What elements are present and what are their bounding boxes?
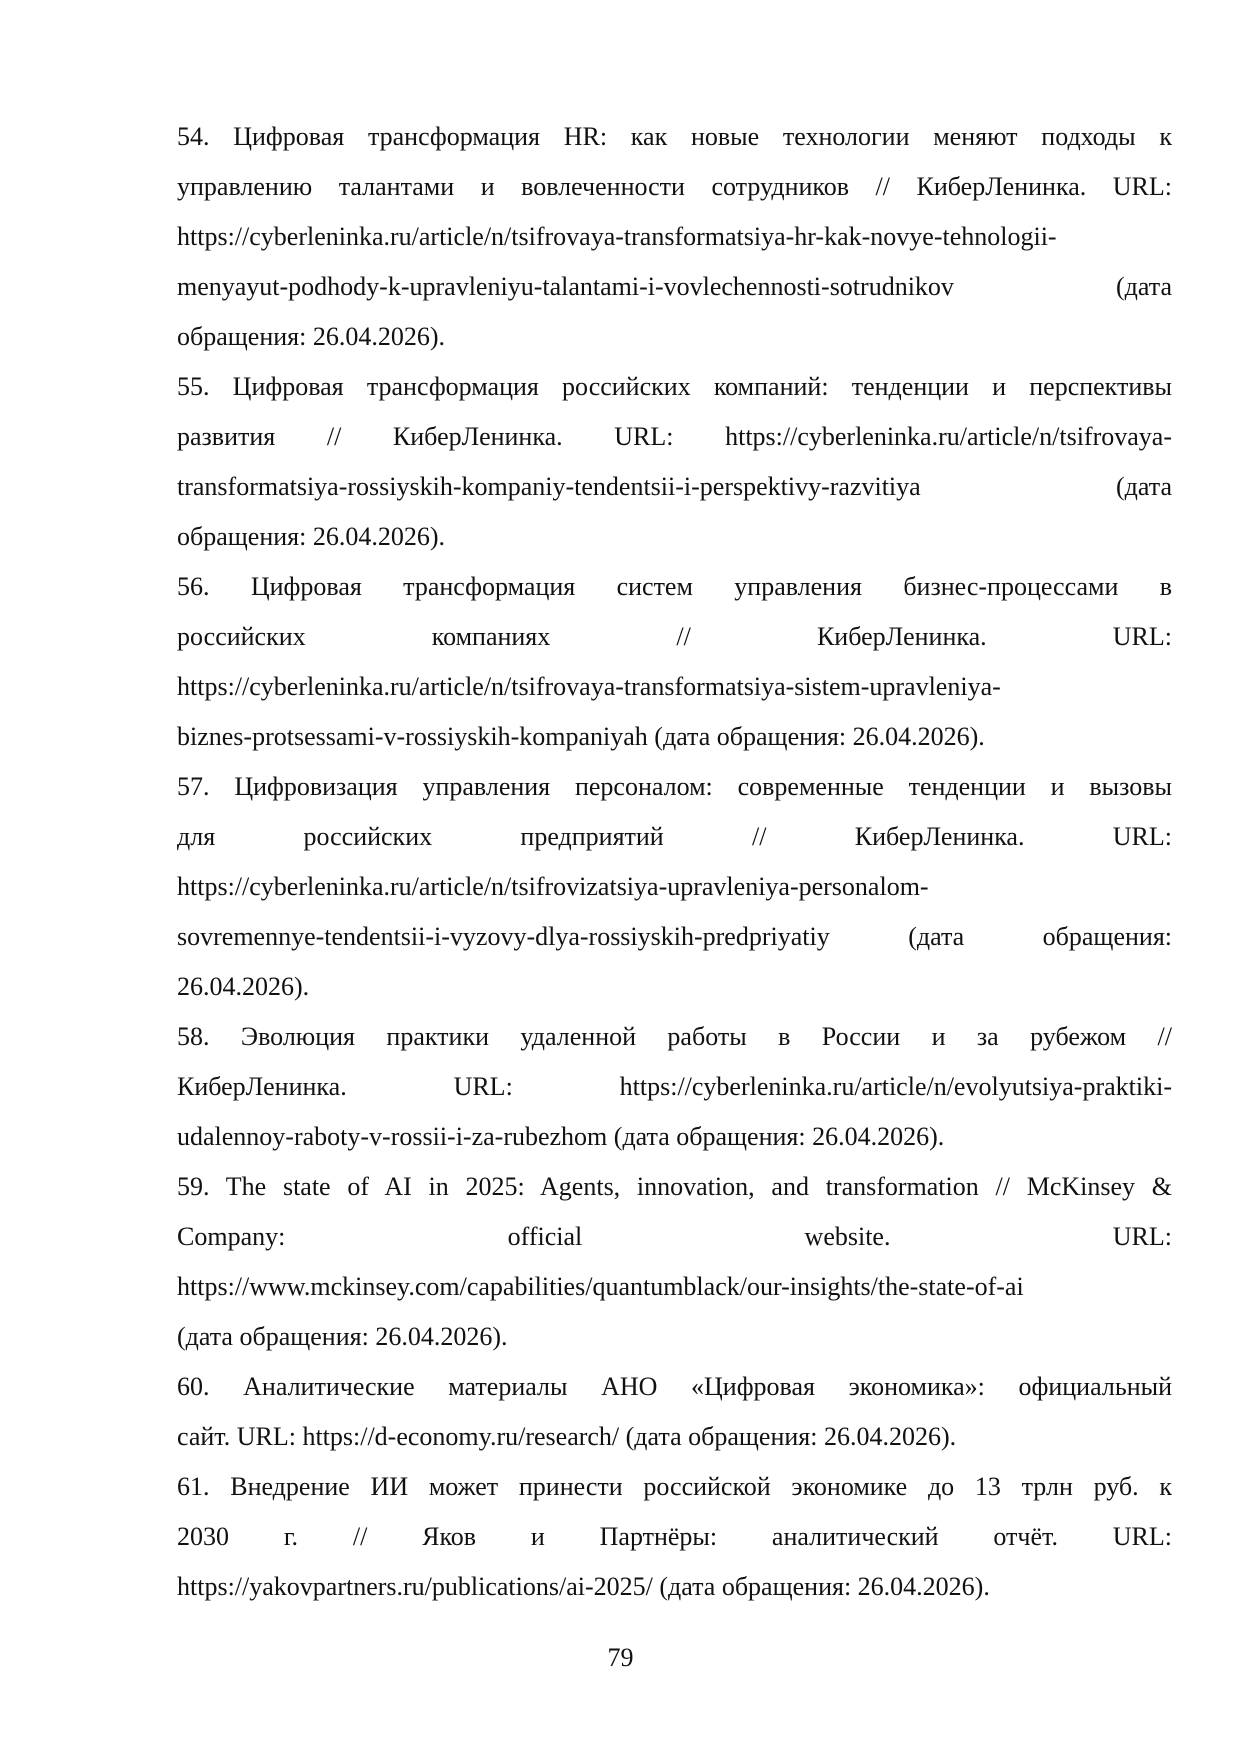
reference-item-57 [177, 762, 1172, 1012]
reference-line: 55. Цифровая трансформация российских компаний: тенденции и перспективы [177, 372, 1172, 401]
reference-line: сайт. URL: https://d-economy.ru/research/ (дата обращения: 26.04.2026). [177, 1422, 957, 1451]
reference-line: biznes-protsessami-v-rossiyskih-kompaniyah (дата обращения: 26.04.2026). [177, 722, 985, 751]
reference-line: udalennoy-raboty-v-rossii-i-za-rubezhom (дата обращения: 26.04.2026). [177, 1122, 945, 1151]
page-number: 79 [607, 1643, 634, 1672]
reference-item-55 [177, 362, 1172, 562]
reference-line: https://yakovpartners.ru/publications/ai-2025/ (дата обращения: 26.04.2026). [177, 1572, 990, 1601]
reference-line: 58. Эволюция практики удаленной работы в России и за рубежом // [177, 1022, 1172, 1051]
reference-line: (дата обращения: 26.04.2026). [177, 1322, 508, 1351]
reference-line: 26.04.2026). [177, 972, 310, 1001]
reference-line: menyayut-podhody-k-upravleniyu-talantami-i-vovlechennosti-sotrudnikov (дата [177, 272, 1172, 301]
reference-line: обращения: 26.04.2026). [177, 522, 445, 551]
reference-line: 56. Цифровая трансформация систем управления бизнес-процессами в [177, 572, 1172, 601]
reference-item-60 [177, 1362, 1172, 1462]
reference-line: 2030 г. // Яков и Партнёры: аналитический отчёт. URL: [177, 1522, 1172, 1551]
reference-line: 59. The state of AI in 2025: Agents, innovation, and transformation // McKinsey & [177, 1172, 1172, 1201]
reference-line: развития // КиберЛенинка. URL: https://cyberleninka.ru/article/n/tsifrovaya- [177, 422, 1172, 451]
reference-line: для российских предприятий // КиберЛенинка. URL: [177, 822, 1172, 851]
reference-line: sovremennye-tendentsii-i-vyzovy-dlya-rossiyskih-predpriyatiy (дата обращения: [177, 922, 1172, 951]
reference-line: российских компаниях // КиберЛенинка. URL: [177, 622, 1172, 651]
reference-item-59 [177, 1162, 1172, 1362]
reference-line: https://cyberleninka.ru/article/n/tsifrovaya-transformatsiya-hr-kak-novye-tehnologii- [177, 222, 1057, 251]
reference-item-56 [177, 562, 1172, 762]
reference-line: управлению талантами и вовлеченности сотрудников // КиберЛенинка. URL: [177, 172, 1172, 201]
reference-line: 57. Цифровизация управления персоналом: современные тенденции и вызовы [177, 772, 1172, 801]
reference-line: обращения: 26.04.2026). [177, 322, 445, 351]
reference-line: transformatsiya-rossiyskih-kompaniy-tendentsii-i-perspektivy-razvitiya (дата [177, 472, 1172, 501]
reference-item-54 [177, 112, 1172, 362]
reference-line: Company: official website. URL: [177, 1222, 1172, 1251]
reference-item-61 [177, 1462, 1172, 1612]
reference-line: 54. Цифровая трансформация HR: как новые технологии меняют подходы к [177, 122, 1172, 151]
reference-line: https://www.mckinsey.com/capabilities/quantumblack/our-insights/the-state-of-ai [177, 1272, 1024, 1301]
reference-line: https://cyberleninka.ru/article/n/tsifrovaya-transformatsiya-sistem-upravleniya- [177, 672, 1001, 701]
reference-line: 61. Внедрение ИИ может принести российской экономике до 13 трлн руб. к [177, 1472, 1172, 1501]
reference-line: 60. Аналитические материалы АНО «Цифровая экономика»: официальный [177, 1372, 1172, 1401]
reference-list [177, 112, 1172, 1612]
reference-line: КиберЛенинка. URL: https://cyberleninka.ru/article/n/evolyutsiya-praktiki- [177, 1072, 1172, 1101]
reference-line: https://cyberleninka.ru/article/n/tsifrovizatsiya-upravleniya-personalom- [177, 872, 929, 901]
reference-item-58 [177, 1012, 1172, 1162]
